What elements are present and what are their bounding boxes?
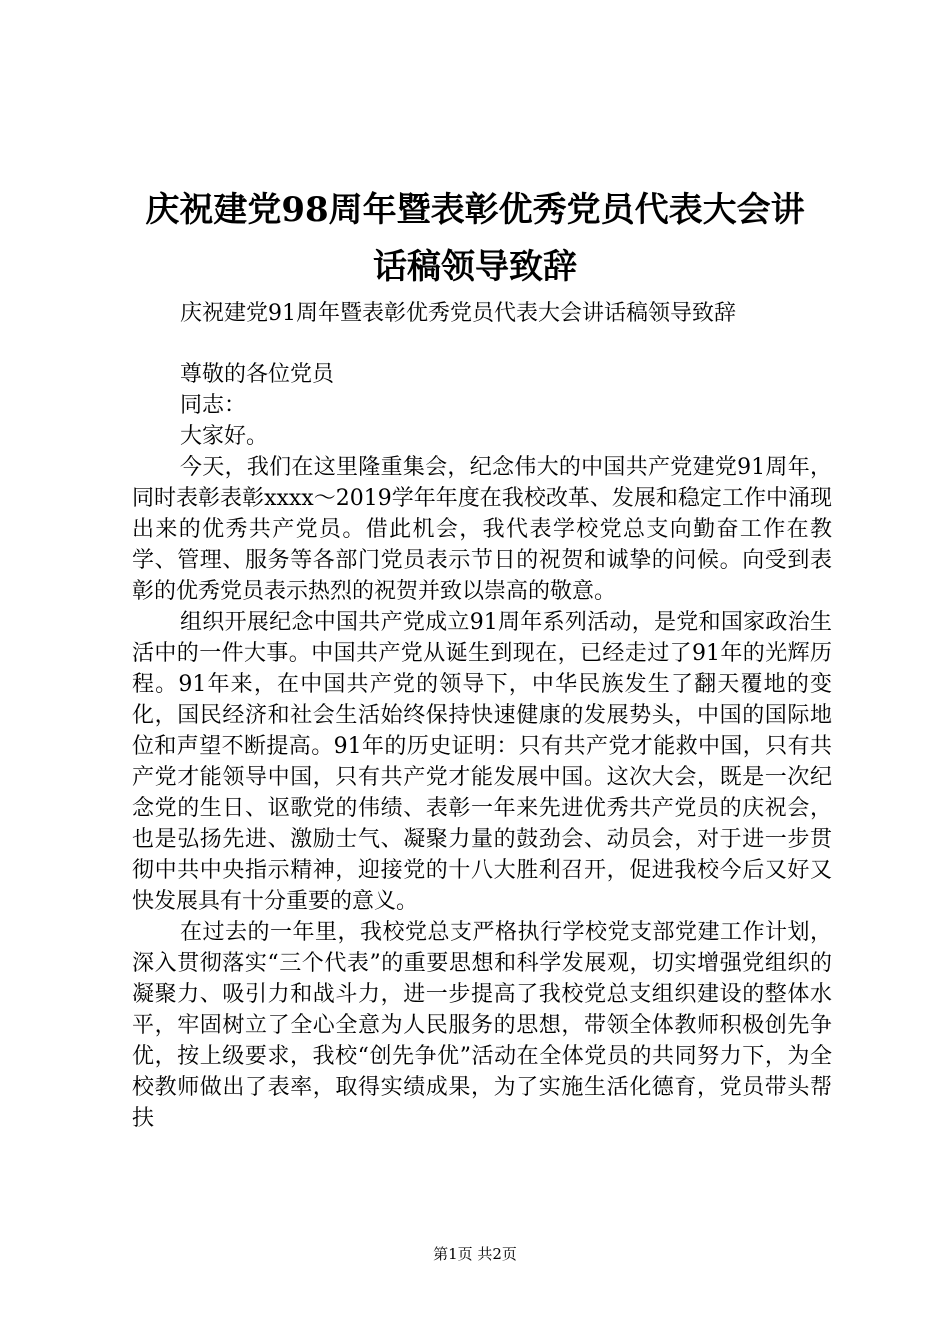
salutation-line: 尊敬的各位党员	[180, 362, 335, 387]
document-title-line-1: 庆祝建党98周年暨表彰优秀党员代表大会讲	[145, 190, 805, 230]
greeting-line: 大家好。	[180, 424, 269, 449]
salutation-line: 同志：	[180, 393, 247, 418]
document-body	[132, 452, 832, 1134]
document-subtitle: 庆祝建党91周年暨表彰优秀党员代表大会讲话稿领导致辞	[180, 301, 736, 326]
body-paragraph: 在过去的一年里，我校党总支严格执行学校党支部党建工作计划，深入贯彻落实“三个代表”的重要思想和科学发展观，切实增强党组织的凝聚力、吸引力和战斗力，进一步提高了我校党总支组织建设的整体水平，牢固树立了全心全意为人民服务的思想，带领全体教师积极创先争优，按上级要求，我校“创先争优”活动在全体党员的共同努力下，为全校教师做出了表率，取得实绩成果，为了实施生活化德育，党员带头帮扶	[132, 920, 832, 1131]
page-footer: 第1页 共2页	[433, 1245, 517, 1263]
document-title-line-2: 话稿领导致辞	[373, 247, 577, 287]
body-paragraph: 组织开展纪念中国共产党成立91周年系列活动，是党和国家政治生活中的一件大事。中国共产党从诞生到现在，已经走过了91年的光辉历程。91年来，在中国共产党的领导下，中华民族发生了翻天覆地的变化，国民经济和社会生活始终保持快速健康的发展势头，中国的国际地位和声望不断提高。91年的历史证明：只有共产党才能救中国，只有共产党才能领导中国，只有共产党才能发展中国。这次大会，既是一次纪念党的生日、讴歌党的伟绩、表彰一年来先进优秀共产党员的庆祝会，也是弘扬先进、激励士气、凝聚力量的鼓劲会、动员会，对于进一步贯彻中共中央指示精神，迎接党的十八大胜利召开，促进我校今后又好又快发展具有十分重要的意义。	[132, 610, 832, 914]
body-paragraph: 今天，我们在这里隆重集会，纪念伟大的中国共产党建党91周年，同时表彰表彰xxxx～2019学年年度在我校改革、发展和稳定工作中涌现出来的优秀共产党员。借此机会，我代表学校党总支向勤奋工作在教学、管理、服务等各部门党员表示节日的祝贺和诚挚的问候。向受到表彰的优秀党员表示热烈的祝贺并致以崇高的敬意。	[132, 455, 832, 604]
